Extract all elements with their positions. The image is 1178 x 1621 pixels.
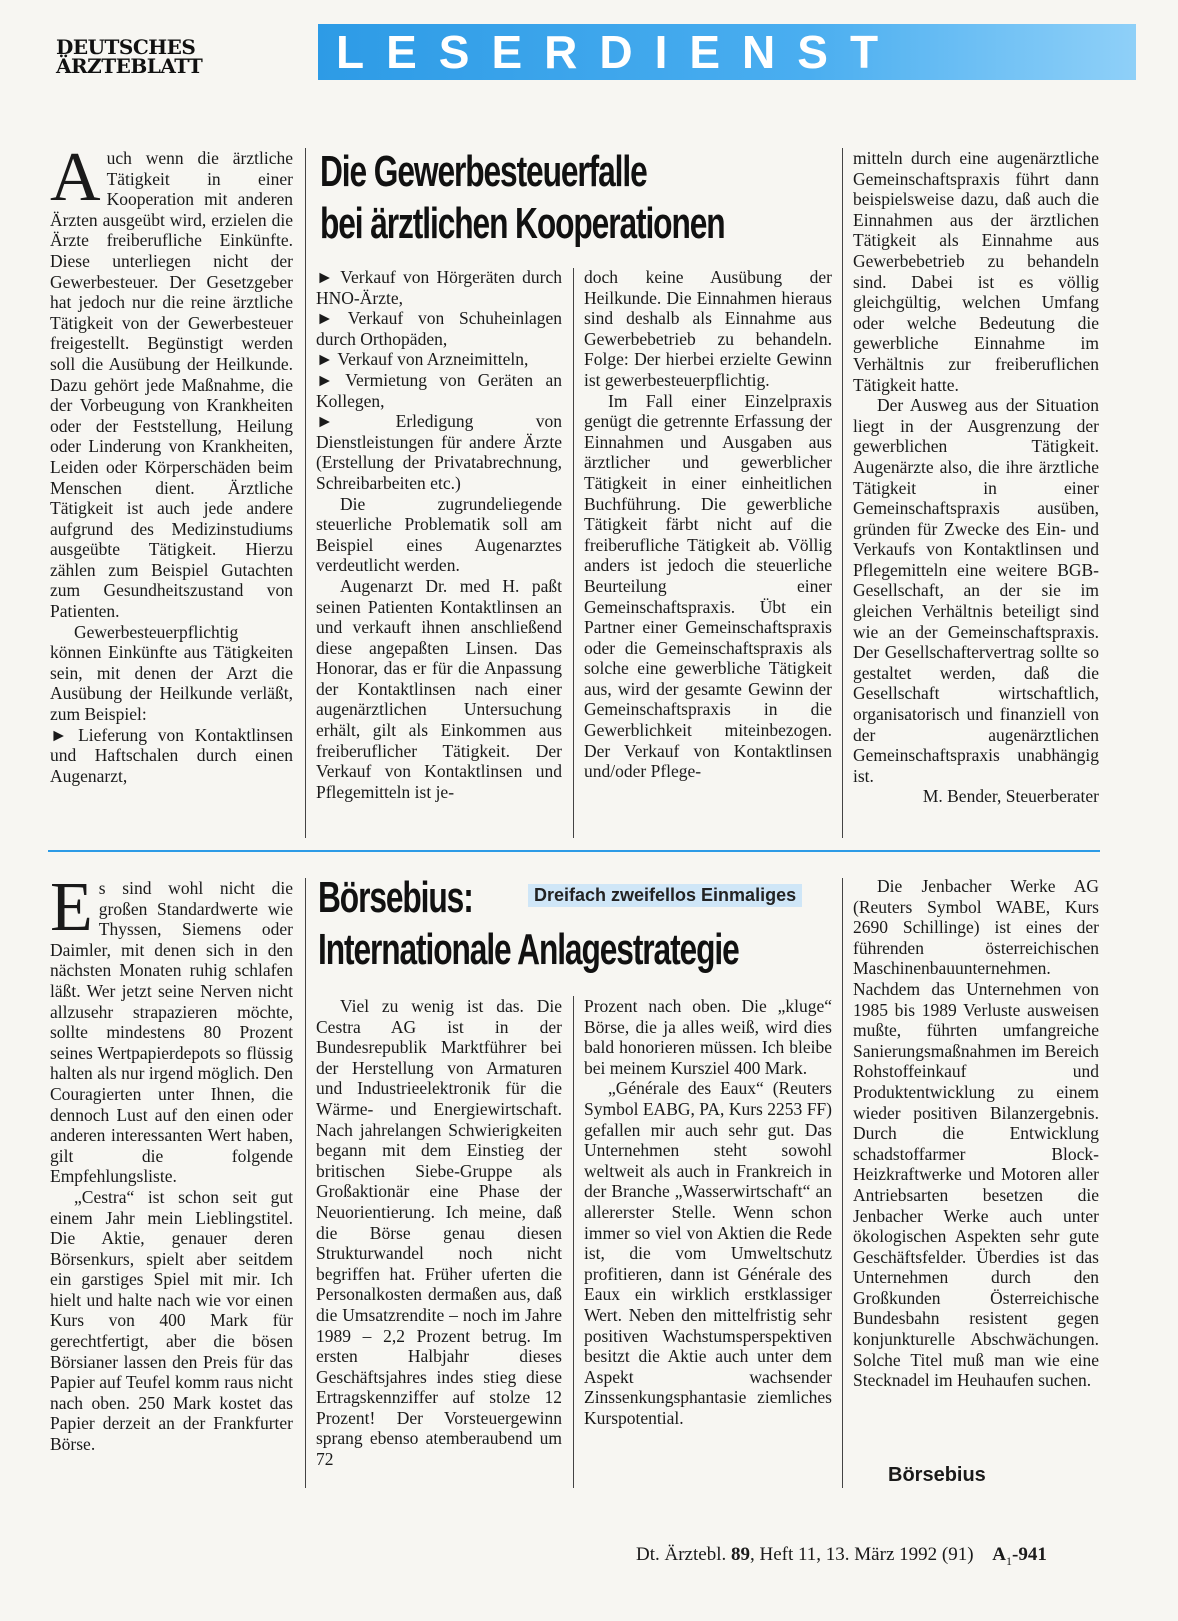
paragraph: uch wenn die ärztliche Tätigkeit in einer Kooperation mit anderen Ärzten ausgeübt wird, erzielen die Ärzte freiberufliche Einkünfte. Diese unterliegen nicht der Gewerbesteuer. Der Gesetzgeber hat jedoch nur die reine ärztliche Tätigkeit von der Gewerbesteuer freigestellt. Begünstigt werden soll die Ausübung der Heilkunde. Dazu gehört jede Maßnahme, die der Vorbeugung von Krankheiten oder der Feststellung, Heilung oder Linderung von Krankheiten, Leiden oder Körperschäden beim Menschen dient. Ärztliche Tätigkeit ist auch jede andere aufgrund des Medizinstudiums ausgeübte Tätigkeit. Hierzu zählen zum Beispiel Gutachten zum Gesundheitszustand von Patienten. — [50, 148, 293, 622]
paragraph: Prozent nach oben. Die „kluge“ Börse, die ja alles weiß, wird dies bald honorieren müssen. Ich bleibe bei meinem Kursziel 400 Mark. — [584, 996, 832, 1078]
article-separator — [48, 850, 1100, 852]
bullet-item: ► Verkauf von Arzneimitteln, — [316, 349, 529, 370]
paragraph: Gewerbesteuerpflichtig können Einkünfte aus Tätigkeiten sein, mit denen der Arzt die Ausübung der Heilkunde verläßt, zum Beispiel: — [50, 621, 293, 725]
article1-column-2 — [316, 267, 562, 802]
article1-column-1 — [50, 139, 293, 786]
paragraph: Im Fall einer Einzelpraxis genügt die getrennte Erfassung der Einnahmen und Ausgaben aus ärztlicher und gewerblicher Tätigkeit in einer einheitlichen Buchführung. Die gewerbliche Tätigkeit färbt nicht auf die freiberufliche Tätigkeit ab. Völlig anders ist jedoch die steuerliche Beurteilung einer Gemeinschaftspraxis. Übt ein Partner einer Gemeinschaftspraxis oder die Gemeinschaftspraxis als solche eine gewerbliche Tätigkeit aus, wird der gesamte Gewinn der Gemeinschaftspraxis in die Gewerblichkeit miteinbezogen. Der Verkauf von Kontaktlinsen und/oder Pflege- — [584, 390, 832, 782]
article1-headline — [320, 146, 725, 250]
volume-number: 89 — [730, 1544, 750, 1565]
column-divider — [305, 148, 306, 838]
article2-column-3 — [584, 996, 832, 1428]
article1-column-3 — [584, 267, 832, 782]
column-divider — [305, 878, 306, 1488]
bullet-item: ► Verkauf von Schuheinlagen durch Orthopäden, — [316, 308, 562, 349]
paragraph: Der Ausweg aus der Situation liegt in der Ausgrenzung der gewerblichen Tätigkeit. Augenärzte also, die ihre ärztliche Tätigkeit in einer Gemeinschaftspraxis ausüben, gründen für Zwecke des Ein- und Verkaufs von Kontaktlinsen und Pflegemitteln eine weitere BGB-Gesellschaft, an der sie im gleichen Verhältnis beteiligt sind wie an der Gemeinschaftspraxis. Der Gesellschaftervertrag sollte so gestaltet werden, daß die Gesellschaft wirtschaftlich, organisatorisch und finanziell von der augenärztlichen Gemeinschaftspraxis unabhängig ist. — [853, 395, 1099, 786]
page-footer — [636, 1544, 1047, 1569]
banner-title: LESERDIENST — [336, 26, 901, 78]
headline-line-2: Internationale Anlagestrategie — [318, 925, 739, 974]
paragraph: Die zugrundeliegende steuerliche Problematik soll am Beispiel eines Augenarztes verdeutlicht werden. — [316, 493, 562, 576]
page-subscript: 1 — [1006, 1553, 1013, 1568]
bullet-item: ► Verkauf von Hörgeräten durch HNO-Ärzte, — [316, 267, 562, 308]
logo-line-2: ÄRZTEBLATT — [56, 54, 203, 78]
paragraph: „Cestra“ ist schon seit gut einem Jahr mein Lieblingstitel. Die Aktie, genauer deren Börsenkurs, spielt aber seitdem ein garstiges Spiel mit mir. Ich hielt und halte nach wie vor einen Kurs von 400 Mark für gerechtfertigt, aber die bösen Börsianer lassen den Preis für das Papier auf Teufel komm raus nicht nach oben. 250 Mark kostet das Papier derzeit an der Frankfurter Börse. — [50, 1186, 293, 1455]
citation-details: , Heft 11, 13. März 1992 (91) — [749, 1544, 974, 1565]
paragraph: s sind wohl nicht die großen Standardwerte wie Thyssen, Siemens oder Daimler, mit denen sich in den nächsten Monaten ruhig schlafen läßt. Wer jetzt seine Nerven nicht allzusehr strapazieren möchte, sollte mindestens 80 Prozent seines Wertpapierdepots so flüssig halten als nur irgend möglich. Den Couragierten unter Ihnen, die dennoch Lust auf den einen oder anderen interessanten Wert haben, gilt die folgende Empfehlungsliste. — [50, 878, 293, 1187]
bullet-item: ► Vermietung von Geräten an Kollegen, — [316, 369, 562, 411]
article2-kicker: Dreifach zweifellos Einmaliges — [528, 884, 802, 907]
bullet-item: ► Erledigung von Dienstleistungen für andere Ärzte (Erstellung der Privatabrechnung, Schreibarbeiten etc.) — [316, 411, 562, 493]
dropcap: E — [50, 869, 93, 946]
headline-line-2: bei ärztlichen Kooperationen — [320, 199, 725, 248]
page-number: -941 — [1012, 1544, 1047, 1565]
headline-line-1: Börsebius: — [318, 873, 473, 922]
logo-line-1: DEUTSCHES — [56, 35, 196, 59]
paragraph: doch keine Ausübung der Heilkunde. Die Einnahmen hieraus sind deshalb als Einnahme aus Gewerbebetrieb zu behandeln. Folge: Der hierbei erzielte Gewinn ist gewerbesteuerpflichtig. — [584, 267, 832, 390]
paragraph: Viel zu wenig ist das. Die Cestra AG ist in der Bundesrepublik Marktführer bei der Herstellung von Armaturen und Industrieelektronik für die Wärme- und Energiewirtschaft. Nach jahrelangen Schwierigkeiten begann mit dem Einstieg der britischen Siebe-Gruppe als Großaktionär eine Phase der Neuorientierung. Ich meine, daß die Börse genau diesen Strukturwandel noch nicht begriffen hat. Früher uferten die Personalkosten dermaßen aus, daß die Umsatzrendite – noch im Jahre 1989 – 2,2 Prozent betrug. Im ersten Halbjahr dieses Geschäftsjahres indes stieg diese Ertragskennziffer auf stolze 12 Prozent! Der Vorsteuergewinn sprang ebenso atemberaubend um 72 — [316, 996, 562, 1470]
column-divider — [842, 878, 843, 1488]
paragraph: Augenarzt Dr. med H. paßt seinen Patienten Kontaktlinsen an und verkauft ihnen anschließend diese angepaßten Linsen. Das Honorar, das er für die Anpassung der Kontaktlinsen nach einer augenärztlichen Untersuchung erhält, gilt als Einkommen aus freiberuflicher Tätigkeit. Der Verkauf von Kontaktlinsen und Pflegemitteln ist je- — [316, 575, 562, 802]
article1-column-4 — [853, 148, 1099, 807]
column-divider — [842, 148, 843, 838]
article2-column-4 — [853, 876, 1099, 1391]
paragraph: mitteln durch eine augenärztliche Gemeinschaftspraxis führt dann beispielsweise dazu, daß auch die Einnahmen aus der ärztlichen Tätigkeit als Einnahme aus Gewerbebetrieb zu behandeln sind. Dabei ist es völlig gleichgültig, welchen Umfang oder welche Bedeutung die gewerbliche Einnahme im Verhältnis zur freiberuflichen Tätigkeit hatte. — [853, 148, 1099, 395]
dropcap: A — [50, 139, 101, 216]
bullet-item: ► Lieferung von Kontaktlinsen und Haftschalen durch einen Augenarzt, — [50, 724, 293, 786]
paragraph: „Générale des Eaux“ (Reuters Symbol EABG, PA, Kurs 2253 FF) gefallen mir auch sehr gut. Das Unternehmen steht sowohl weltweit als auch in Frankreich in der Branche „Wasserwirtschaft“ an allererster Stelle. Wenn schon immer so viel von Aktien die Rede ist, die vom Umweltschutz profitieren, dann ist Générale des Eaux ein wirklich erstklassiger Wert. Neben den mittelfristig sehr positiven Wachstumsperspektiven besitzt die Aktie auch unter dem Aspekt wachsender Zinssenkungsphantasie ziemliches Kurspotential. — [584, 1078, 832, 1428]
paragraph: Die Jenbacher Werke AG (Reuters Symbol WABE, Kurs 2690 Schillinge) ist eines der führenden österreichischen Maschinenbauunternehmen. Nachdem das Unternehmen von 1985 bis 1989 Verluste ausweisen mußte, führten umfangreiche Sanierungsmaßnahmen im Bereich Rohstoffeinkauf und Produktentwicklung zu einem wieder positiven Bilanzergebnis. Durch die Entwicklung schadstoffarmer Block-Heizkraftwerke und Motoren aller Antriebsarten besetzen die Jenbacher Werke auch unter ökologischen Aspekten sehr gute Geschäftsfelder. Überdies ist das Unternehmen durch den Großkunden Österreichische Bundesbahn resistent gegen konjunkturelle Abschwächungen. Solche Titel muß man wie eine Stecknadel im Heuhaufen suchen. — [853, 876, 1099, 1391]
article2-column-1 — [50, 869, 293, 1455]
column-divider — [573, 996, 574, 1488]
column-divider — [573, 268, 574, 838]
article2-signature: Börsebius — [888, 1464, 986, 1486]
article2-column-2 — [316, 996, 562, 1470]
page-prefix: A — [992, 1544, 1007, 1565]
section-banner — [318, 24, 1136, 80]
author-signature: M. Bender, Steuerberater — [922, 786, 1099, 807]
headline-line-1: Die Gewerbesteuerfalle — [320, 147, 647, 196]
journal-logo — [56, 35, 203, 78]
citation-prefix: Dt. Ärztebl. — [636, 1544, 731, 1565]
